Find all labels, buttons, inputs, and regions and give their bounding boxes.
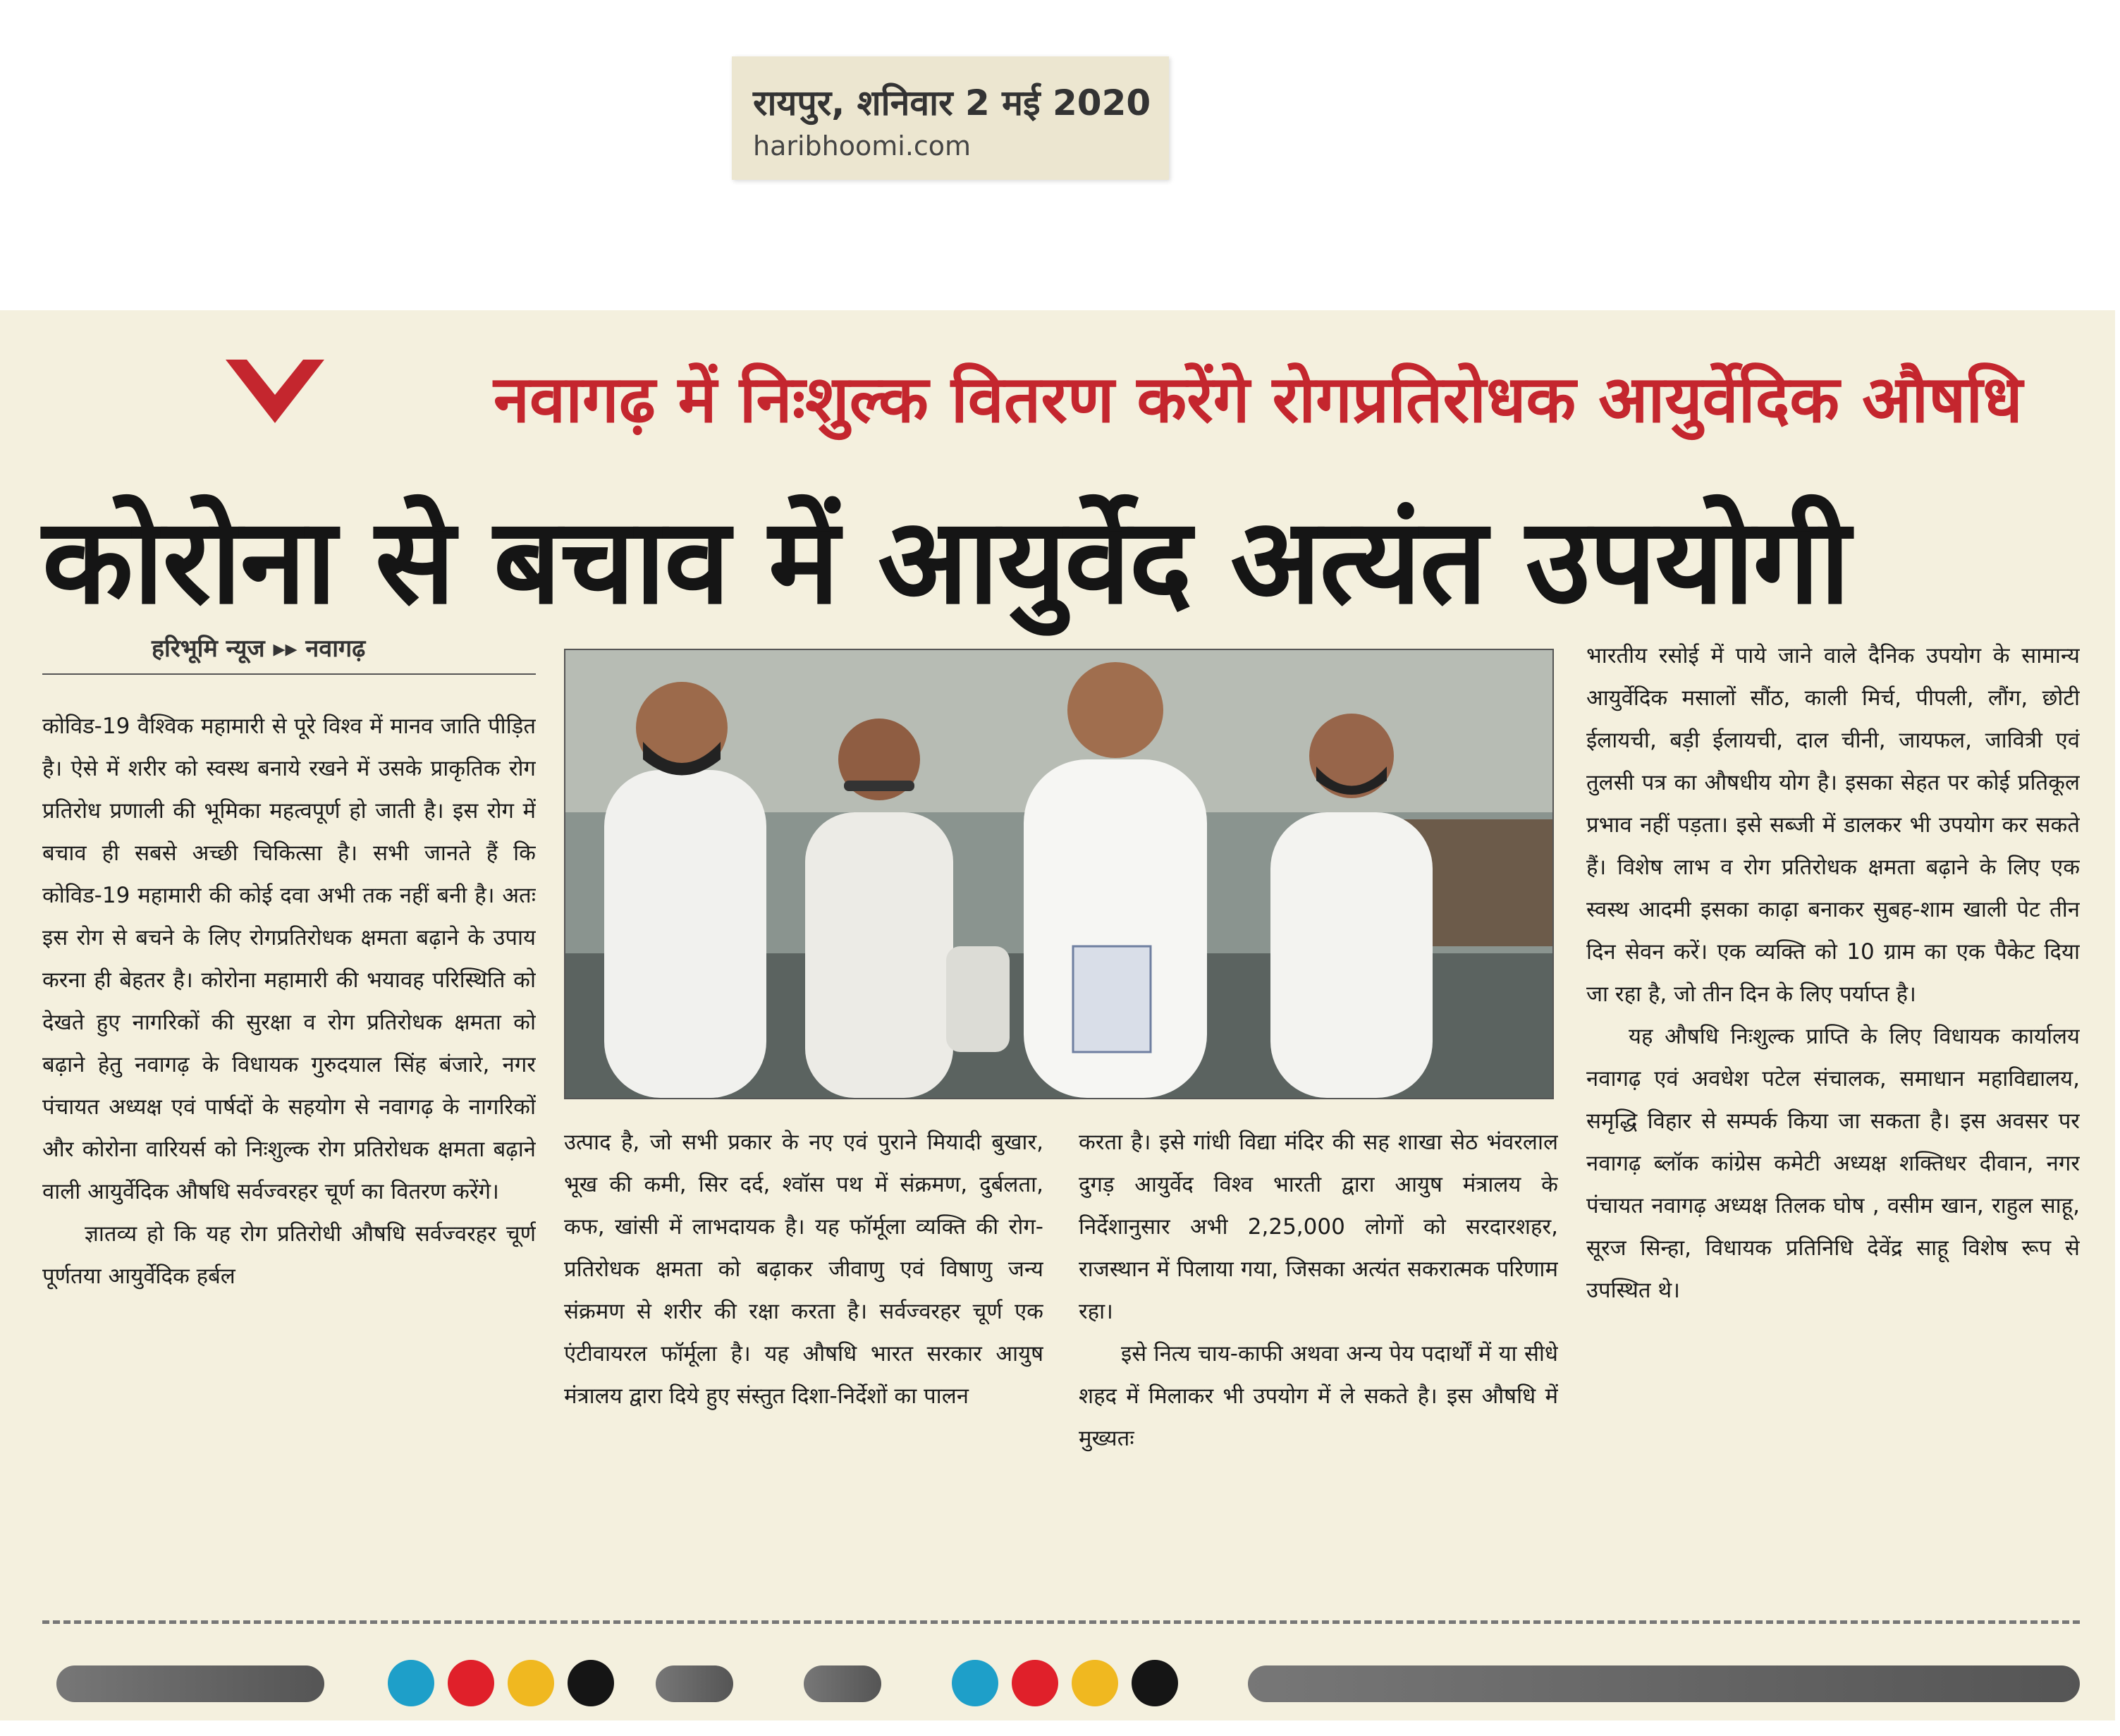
article-column-3 bbox=[1079, 1121, 1558, 1601]
paragraph: भारतीय रसोई में पाये जाने वाले दैनिक उपयोग के सामान्य आयुर्वेदिक मसालों सौंठ, काली मिर्च, पीपली, लौंग, छोटी ईलायची, बड़ी ईलायची, दाल चीनी, जायफल, जावित्री एवं तुलसी पत्र का औषधीय योग है। इसका सेहत पर कोई प्रतिकूल प्रभाव नहीं पड़ता। इसे सब्जी में डालकर भी उपयोग कर सकते हैं। विशेष लाभ व रोग प्रतिरोधक क्षमता बढ़ाने के लिए एक स्वस्थ आदमी इसका काढ़ा बनाकर सुबह-शाम खाली पेट तीन दिन सेवन करें। एक व्यक्ति को 10 ग्राम का एक पैकेट दिया जा रहा है, जो तीन दिन के लिए पर्याप्त है। bbox=[1586, 643, 2080, 1007]
dateline-clipping bbox=[732, 56, 1169, 180]
registration-pill bbox=[1248, 1665, 2080, 1702]
byline: हरिभूमि न्यूज ▸▸ नवागढ़ bbox=[152, 635, 366, 663]
headline: कोरोना से बचाव में आयुर्वेद अत्यंत उपयोगी bbox=[42, 492, 1849, 630]
paragraph: उत्पाद है, जो सभी प्रकार के नए एवं पुराने मियादी बुखार, भूख की कमी, सिर दर्द, श्वॉस पथ में संक्रमण, दुर्बलता, कफ, खांसी में लाभदायक है। यह फॉर्मूला व्यक्ति की रोग-प्रतिरोधक क्षमता को बढ़ाकर जीवाणु एवं विषाणु जन्य संक्रमण से शरीर की रक्षा करता है। सर्वज्वरहर चूर्ण एक एंटीवायरल फॉर्मूला है। यह औषधि भारत सरकार आयुष मंत्रालय द्वारा दिये हुए संस्तुत दिशा-निर्देशों का पालन bbox=[564, 1130, 1043, 1409]
registration-dot bbox=[568, 1660, 614, 1706]
article-column-2 bbox=[564, 1121, 1043, 1601]
bottom-dashed-rule bbox=[42, 1620, 2080, 1624]
paragraph: कोविड-19 वैश्विक महामारी से पूरे विश्व में मानव जाति पीड़ित है। ऐसे में शरीर को स्वस्थ बनाये रखने में उसके प्राकृतिक रोग प्रतिरोध प्रणाली की भूमिका महत्वपूर्ण हो जाती है। इस रोग में बचाव ही सबसे अच्छी चिकित्सा है। सभी जानते हैं कि कोविड-19 महामारी की कोई दवा अभी तक नहीं बनी है। अतः इस रोग से बचने के लिए रोगप्रतिरोधक क्षमता बढ़ाने के उपाय करना ही बेहतर है। कोरोना महामारी की भयावह परिस्थिति को देखते हुए नागरिकों की सुरक्षा व रोग प्रतिरोधक क्षमता को बढ़ाने हेतु नवागढ़ के विधायक गुरुदयाल सिंह बंजारे, नगर पंचायत अध्यक्ष एवं पार्षदों के सहयोग से नवागढ़ के नागरिकों और कोरोना वारियर्स को निःशुल्क रोग प्रतिरोधक क्षमता बढ़ाने वाली आयुर्वेदिक औषधि सर्वज्वरहर चूर्ण का वितरण करेंगे। bbox=[42, 714, 536, 1204]
dateline-site: haribhoomi.com bbox=[753, 130, 972, 161]
registration-dot bbox=[448, 1660, 494, 1706]
newspaper-clipping bbox=[0, 310, 2115, 1720]
registration-dot bbox=[1012, 1660, 1058, 1706]
registration-pill bbox=[804, 1665, 881, 1702]
dateline-date: रायपुर, शनिवार 2 मई 2020 bbox=[753, 82, 1151, 123]
registration-dot bbox=[1072, 1660, 1118, 1706]
kicker-subhead: नवागढ़ में निःशुल्क वितरण करेंगे रोगप्रतिरोधक आयुर्वेदिक औषधि bbox=[494, 362, 2023, 437]
paragraph: इसे नित्य चाय-काफी अथवा अन्य पेय पदार्थों में या सीधे शहद में मिलाकर भी उपयोग में ले सकते है। इस औषधि में मुख्यतः bbox=[1079, 1341, 1558, 1451]
registration-dot bbox=[508, 1660, 554, 1706]
registration-dot bbox=[388, 1660, 434, 1706]
news-photo bbox=[564, 649, 1554, 1099]
registration-pill bbox=[656, 1665, 733, 1702]
paragraph: करता है। इसे गांधी विद्या मंदिर की सह शाखा सेठ भंवरलाल दुगड़ आयुर्वेद विश्व भारती द्वारा आयुष मंत्रालय के निर्देशानुसार अभी 2,25,000 लोगों को सरदारशहर, राजस्थान में पिलाया गया, जिसका अत्यंत सकरात्मक परिणाम रहा। bbox=[1079, 1130, 1558, 1324]
paragraph: ज्ञातव्य हो कि यह रोग प्रतिरोधी औषधि सर्वज्वरहर चूर्ण पूर्णतया आयुर्वेदिक हर्बल bbox=[42, 1221, 536, 1289]
registration-dot bbox=[952, 1660, 998, 1706]
photo-illustration bbox=[565, 650, 1552, 1098]
registration-pill bbox=[56, 1665, 324, 1702]
paragraph: यह औषधि निःशुल्क प्राप्ति के लिए विधायक कार्यालय नवागढ़ एवं अवधेश पटेल संचालक, समाधान महाविद्यालय, समृद्धि विहार से सम्पर्क किया जा सकता है। इस अवसर पर नवागढ़ ब्लॉक कांग्रेस कमेटी अध्यक्ष शक्तिधर दीवान, नगर पंचायत नवागढ़ अध्यक्ष तिलक घोष , वसीम खान, राहुल साहू, सूरज सिन्हा, विधायक प्रतिनिधि देवेंद्र साहू विशेष रूप से उपस्थित थे। bbox=[1586, 1024, 2080, 1303]
article-column-4 bbox=[1586, 635, 2080, 1601]
registration-dot bbox=[1132, 1660, 1178, 1706]
print-registration-bar bbox=[56, 1657, 2087, 1713]
chevron-logo-icon bbox=[226, 360, 324, 430]
byline-rule bbox=[42, 673, 536, 675]
article-column-1 bbox=[42, 705, 536, 1587]
